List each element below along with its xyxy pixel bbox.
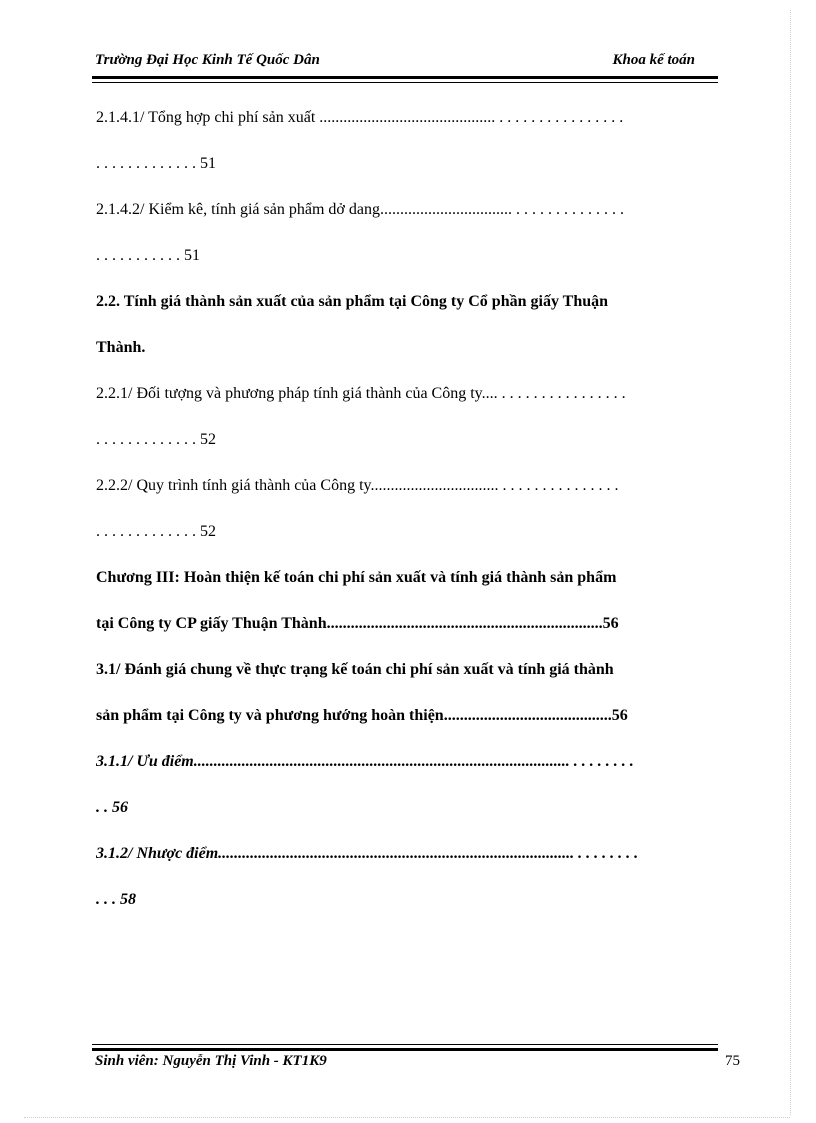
page-edge-right [790, 10, 792, 1115]
page-number: 75 [725, 1053, 740, 1069]
toc-line: 2.1.4.2/ Kiểm kê, tính giá sản phẩm dở dang................................. . . . . . . . . . . . . . . [96, 201, 624, 218]
toc-line: . . . 58 [96, 891, 136, 908]
toc-line: 3.1/ Đánh giá chung về thực trạng kế toán chi phí sản xuất và tính giá thành [96, 661, 614, 678]
toc-line: . . 56 [96, 799, 128, 816]
toc-line: . . . . . . . . . . . . . 52 [96, 523, 216, 540]
toc-line: . . . . . . . . . . . . . 52 [96, 431, 216, 448]
toc-line: 3.1.1/ Ưu điểm.............................................................................................. . . . . . . . . [96, 753, 634, 770]
header-faculty: Khoa kế toán [612, 52, 695, 68]
header-divider [92, 76, 718, 83]
toc-line: sản phẩm tại Công ty và phương hướng hoàn thiện..........................................56 [96, 707, 628, 724]
table-of-contents [96, 95, 716, 923]
toc-line: Chương III: Hoàn thiện kế toán chi phí sản xuất và tính giá thành sản phẩm [96, 569, 617, 586]
toc-line: 3.1.2/ Nhược điểm......................................................................................... . . . . . . . . [96, 845, 639, 862]
page-edge-bottom [24, 1117, 790, 1119]
toc-line: . . . . . . . . . . . . . 51 [96, 155, 216, 172]
toc-line: tại Công ty CP giấy Thuận Thành.....................................................................56 [96, 615, 619, 632]
footer-student: Sinh viên: Nguyễn Thị Vinh - KT1K9 [95, 1053, 327, 1069]
header-university: Trường Đại Học Kinh Tế Quốc Dân [95, 52, 320, 68]
toc-line: 2.2. Tính giá thành sản xuất của sản phẩm tại Công ty Cổ phần giấy Thuận [96, 293, 609, 310]
page-footer [95, 1053, 740, 1075]
toc-line: 2.2.2/ Quy trình tính giá thành của Công ty................................ . . . . . . . . . . . . . . . [96, 477, 619, 494]
toc-line: Thành. [96, 339, 146, 356]
toc-line: 2.2.1/ Đối tượng và phương pháp tính giá thành của Công ty.... . . . . . . . . . . . . . . . . [96, 385, 626, 402]
toc-line: . . . . . . . . . . . 51 [96, 247, 200, 264]
page-header [95, 52, 695, 74]
toc-line: 2.1.4.1/ Tổng hợp chi phí sản xuất ............................................ . . . . . . . . . . . . . . . . [96, 109, 624, 126]
footer-divider [92, 1044, 718, 1051]
